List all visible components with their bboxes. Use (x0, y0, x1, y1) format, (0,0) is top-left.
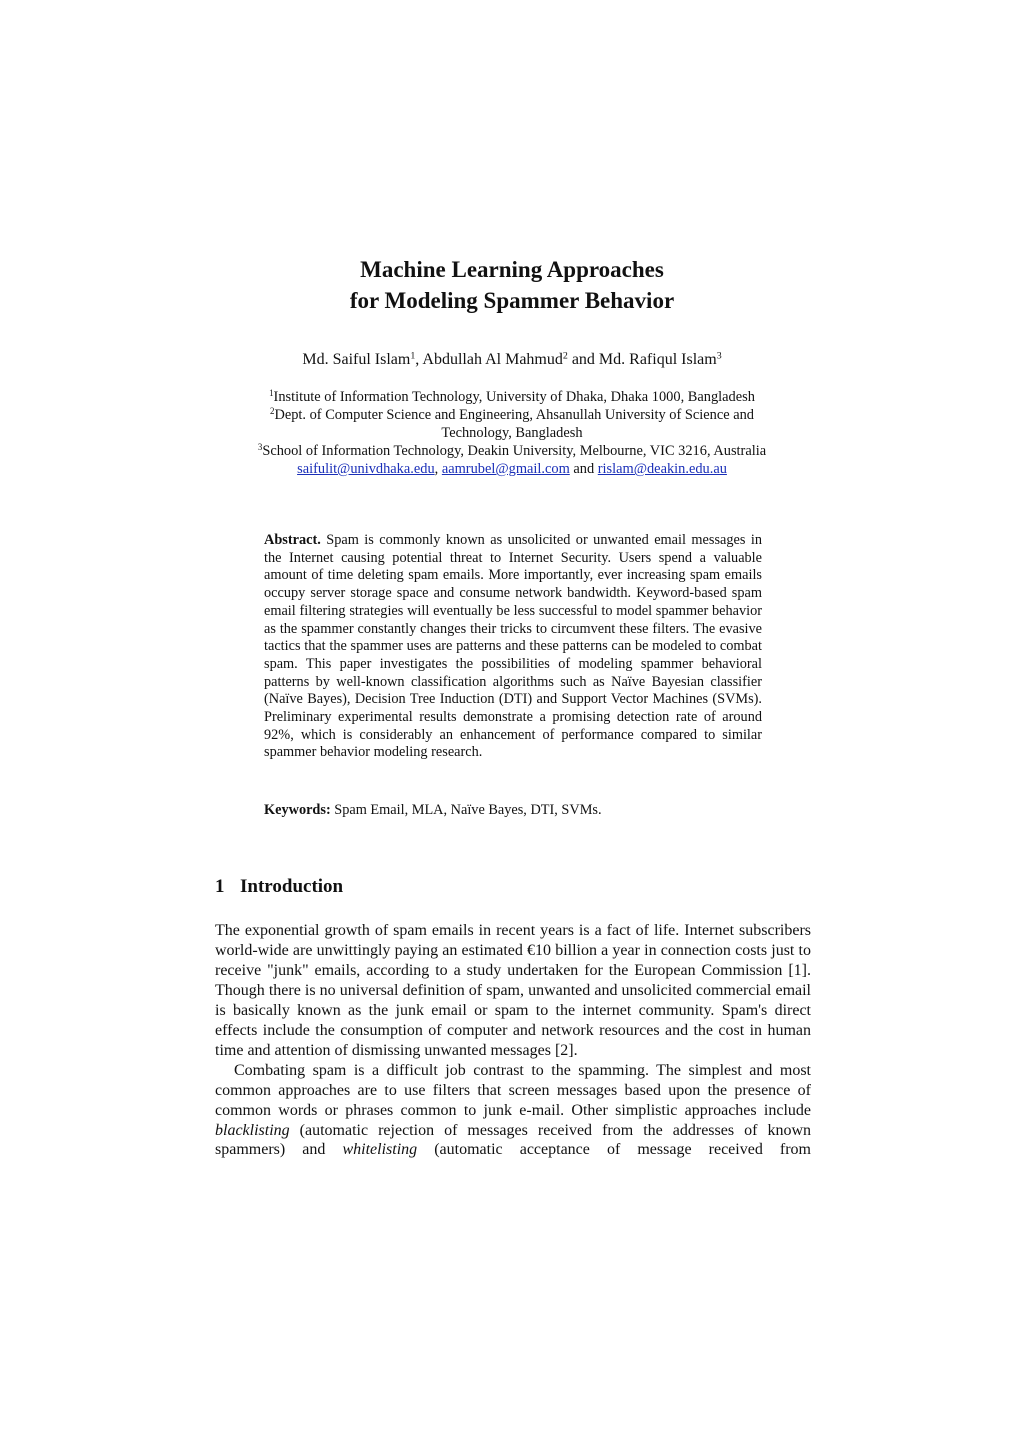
affiliation-3 (0, 442, 1024, 460)
email-separator: and (569, 461, 598, 477)
section-number: 1 (215, 876, 225, 897)
author-1-affil-mark: 1 (410, 350, 416, 362)
affil-2-text: Dept. of Computer Science and Engineering, Ahsanullah University of Science and (274, 407, 754, 423)
title-line-2: for Modeling Spammer Behavior (349, 288, 675, 313)
author-separator: and (567, 351, 599, 368)
para-2-text-a: Combating spam is a difficult job contrast to the spamming. The simplest and most common approaches are to use filters that screen messages based upon the presence of common words or phrases common to junk e-mail. Other simplistic approaches include (215, 1061, 811, 1119)
affil-1-mark: 1 (269, 388, 274, 399)
abstract-label: Abstract. (264, 532, 321, 548)
affiliations (0, 388, 1024, 478)
keywords-label: Keywords: (264, 802, 331, 818)
email-separator: , (434, 461, 442, 477)
abstract-text: Spam is commonly known as unsolicited or unwanted email messages in the Internet causing potential threat to Internet Security. Users spend a valuable amount of time deleting spam emails. More importantly, ever increasing spam emails occupy server storage space and consume network bandwidth. Keyword-based spam email filtering strategies will eventually be less successful to model spammer behavior as the spammer constantly changes their tricks to circumvent these filters. The evasive tactics that the spammer uses are patterns and these patterns can be modeled to combat spam. This paper investigates the possibilities of modeling spammer behavioral patterns by well-known classification algorithms such as Naïve Bayesian classifier (Naïve Bayes), Decision Tree Induction (DTI) and Support Vector Machines (SVMs). Preliminary experimental results demonstrate a promising detection rate of around 92%, which is considerably an enhancement of performance compared to similar spammer behavior modeling research. (264, 532, 762, 761)
affiliation-2 (0, 406, 1024, 424)
author-3: Md. Rafiqul Islam (598, 351, 717, 368)
title-line-1: Machine Learning Approaches (360, 257, 664, 282)
keywords (264, 801, 762, 819)
affil-1-text: Institute of Information Technology, University of Dhaka, Dhaka 1000, Bangladesh (273, 389, 755, 405)
affil-2-mark: 2 (269, 406, 275, 417)
author-2: Abdullah Al Mahmud (422, 351, 563, 368)
email-link-1[interactable]: saifulit@univdhaka.edu (297, 461, 435, 477)
author-list (0, 349, 1024, 371)
keywords-text: Spam Email, MLA, Naïve Bayes, DTI, SVMs. (334, 802, 602, 818)
email-link-3[interactable]: rislam@deakin.edu.au (597, 461, 727, 477)
email-link-2[interactable]: aamrubel@gmail.com (441, 461, 570, 477)
paper-title (0, 254, 1024, 316)
para-2-text-c: (automatic acceptance of message received from (417, 1141, 811, 1159)
affiliation-2-cont: Technology, Bangladesh (441, 425, 583, 441)
body-paragraph-2 (215, 1061, 811, 1161)
para-2-text-b: (automatic rejection of messages received from the addresses of known spammers) and (215, 1121, 811, 1159)
body-paragraph-1: The exponential growth of spam emails in recent years is a fact of life. Internet subscribers world-wide are unwittingly paying an estimated €10 billion a year in connection costs just to receive "junk" emails, according to a study undertaken for the European Commission [1]. Though there is no universal definition of spam, unwanted and unsolicited commercial email is basically known as the junk email or spam to the internet community. Spam's direct effects include the consumption of computer and network resources and the cost in human time and attention of dismissing unwanted messages [2]. (215, 922, 811, 1059)
author-3-affil-mark: 3 (716, 350, 722, 362)
section-heading (215, 874, 343, 900)
author-separator: , (415, 351, 423, 368)
term-whitelisting: whitelisting (342, 1141, 418, 1159)
email-list (0, 460, 1024, 478)
section-title-text: Introduction (240, 876, 344, 897)
term-blacklisting: blacklisting (215, 1121, 290, 1139)
affiliation-1 (0, 388, 1024, 406)
affil-3-text: School of Information Technology, Deakin University, Melbourne, VIC 3216, Australia (262, 443, 767, 459)
abstract (264, 532, 762, 762)
affil-3-mark: 3 (257, 442, 263, 453)
author-2-affil-mark: 2 (562, 350, 568, 362)
section-body (215, 921, 811, 1160)
author-1: Md. Saiful Islam (302, 351, 411, 368)
